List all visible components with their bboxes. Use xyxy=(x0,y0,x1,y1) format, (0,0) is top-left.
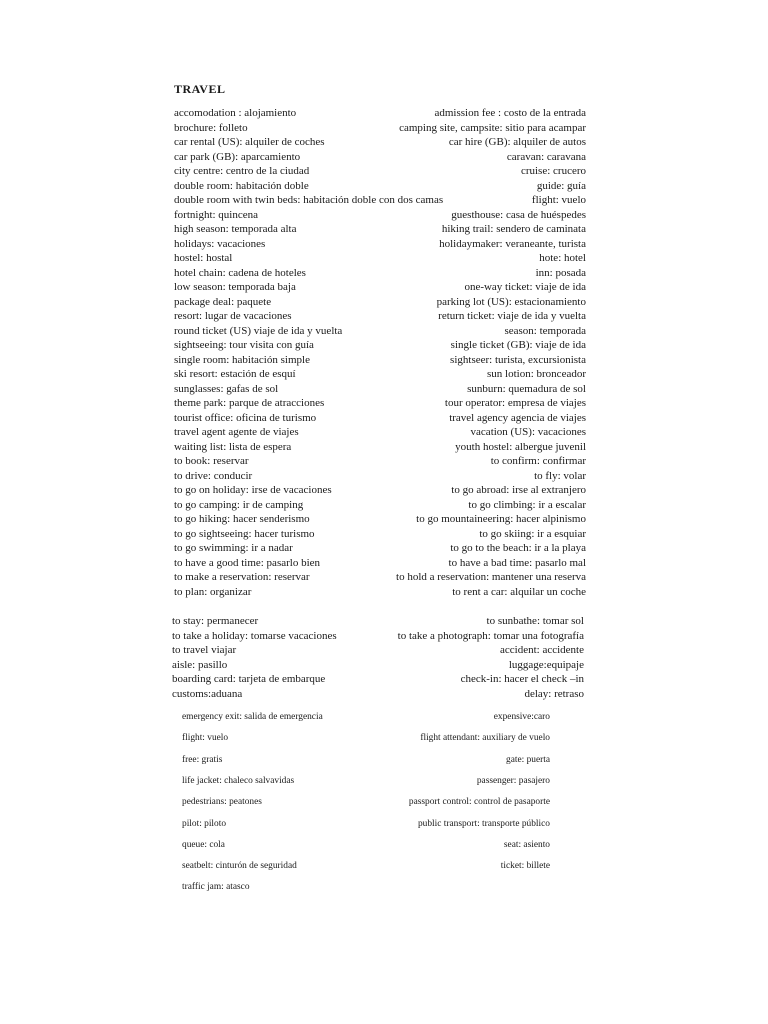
vocabulary-row xyxy=(182,859,580,880)
vocabulary-entry-right: to have a bad time: pasarlo mal xyxy=(448,556,586,569)
vocabulary-entry-left: travel agent agente de viajes xyxy=(174,426,299,438)
vocabulary-row xyxy=(172,672,584,687)
vocabulary-row xyxy=(174,585,586,600)
vocabulary-row xyxy=(174,324,586,339)
vocabulary-row xyxy=(174,179,586,194)
vocabulary-entry-left: double room: habitación doble xyxy=(174,179,309,192)
vocabulary-row xyxy=(174,106,586,121)
vocabulary-entry-left: emergency exit: salida de emergencia xyxy=(182,712,323,722)
vocabulary-entry-right: travel agency agencia de viajes xyxy=(449,411,586,424)
vocabulary-entry-left: to make a reservation: reservar xyxy=(174,571,310,583)
vocabulary-row xyxy=(174,512,586,527)
vocabulary-entry-right: tour operator: empresa de viajes xyxy=(444,397,586,409)
vocabulary-entry-right: expensive:caro xyxy=(493,712,550,722)
vocabulary-entry-left: to go hiking: hacer senderismo xyxy=(174,513,310,525)
vocabulary-entry-right: guide: guía xyxy=(536,179,586,192)
vocabulary-entry-left: theme park: parque de atracciones xyxy=(174,397,325,409)
vocabulary-entry-left: hotel chain: cadena de hoteles xyxy=(174,266,306,279)
vocabulary-row xyxy=(174,251,586,266)
vocabulary-entry-right: to sunbathe: tomar sol xyxy=(486,615,584,627)
vocabulary-entry-right: to fly: volar xyxy=(534,469,586,482)
vocabulary-entry-right: flight: vuelo xyxy=(531,194,586,206)
vocabulary-entry-left: to book: reservar xyxy=(174,455,249,467)
vocabulary-row xyxy=(174,440,586,455)
vocabulary-entry-left: low season: temporada baja xyxy=(174,281,296,293)
vocabulary-entry-right: sunburn: quemadura de sol xyxy=(467,382,586,395)
vocabulary-entry-left: resort: lugar de vacaciones xyxy=(174,310,292,322)
vocabulary-entry-left: holidays: vacaciones xyxy=(174,237,266,250)
vocabulary-entry-right: seat: asiento xyxy=(503,839,550,850)
vocabulary-entry-right: camping site, campsite: sitio para acampar xyxy=(399,121,586,134)
vocabulary-entry-right: ticket: billete xyxy=(500,861,550,872)
vocabulary-row xyxy=(174,295,586,310)
vocabulary-entry-left: round ticket (US) viaje de ida y vuelta xyxy=(174,324,343,337)
vocabulary-row xyxy=(172,643,584,658)
vocabulary-entry-left: to go sightseeing: hacer turismo xyxy=(174,527,315,540)
vocabulary-row xyxy=(174,396,586,411)
vocabulary-entry-left: to drive: conducir xyxy=(174,469,253,482)
vocabulary-row xyxy=(174,425,586,440)
vocabulary-entry-right: to take a photograph: tomar una fotografía xyxy=(397,629,584,642)
vocabulary-entry-right: cruise: crucero xyxy=(520,165,586,177)
vocabulary-entry-left: to go on holiday: irse de vacaciones xyxy=(174,484,332,496)
vocabulary-entry-right: return ticket: viaje de ida y vuelta xyxy=(438,310,586,322)
vocabulary-entry-left: traffic jam: atasco xyxy=(182,882,250,893)
vocabulary-entry-left: single room: habitación simple xyxy=(174,353,310,366)
vocabulary-row xyxy=(182,817,580,838)
vocabulary-entry-right: holidaymaker: veraneante, turista xyxy=(439,237,586,250)
vocabulary-entry-left: free: gratis xyxy=(182,754,223,765)
vocabulary-entry-right: car hire (GB): alquiler de autos xyxy=(448,136,586,148)
vocabulary-entry-left: tourist office: oficina de turismo xyxy=(174,411,317,424)
vocabulary-row xyxy=(182,753,580,774)
vocabulary-entry-right: inn: posada xyxy=(535,266,586,279)
vocabulary-entry-left: hostel: hostal xyxy=(174,252,233,264)
vocabulary-row xyxy=(172,629,584,644)
vocabulary-entry-left: waiting list: lista de espera xyxy=(174,440,292,453)
vocabulary-entry-left: accomodation : alojamiento xyxy=(174,107,297,119)
vocabulary-row xyxy=(182,880,580,901)
vocabulary-row xyxy=(182,731,580,752)
vocabulary-entry-right: vacation (US): vacaciones xyxy=(470,426,586,438)
vocabulary-row xyxy=(172,658,584,673)
vocabulary-entry-left: to take a holiday: tomarse vacaciones xyxy=(172,629,337,642)
vocabulary-entry-left: seatbelt: cinturón de seguridad xyxy=(182,861,297,872)
vocabulary-entry-left: boarding card: tarjeta de embarque xyxy=(172,673,326,685)
vocabulary-entry-right: flight attendant: auxiliary de vuelo xyxy=(420,733,550,744)
vocabulary-row xyxy=(174,338,586,353)
vocabulary-row xyxy=(174,469,586,484)
vocabulary-entry-right: to go mountaineering: hacer alpinismo xyxy=(416,513,586,525)
vocabulary-entry-right: admission fee : costo de la entrada xyxy=(434,107,586,119)
vocabulary-entry-right: public transport: transporte público xyxy=(417,818,550,829)
vocabulary-entry-right: single ticket (GB): viaje de ida xyxy=(450,339,586,351)
vocabulary-entry-left: life jacket: chaleco salvavidas xyxy=(182,775,295,786)
vocabulary-entry-left: to travel viajar xyxy=(172,644,237,656)
vocabulary-row xyxy=(174,382,586,397)
vocabulary-entry-left: customs:aduana xyxy=(172,687,243,700)
vocabulary-entry-left: to stay: permanecer xyxy=(172,615,259,627)
vocabulary-row xyxy=(174,266,586,281)
vocabulary-entry-right: to go skiing: ir a esquiar xyxy=(479,527,586,540)
vocabulary-entry-right: hiking trail: sendero de caminata xyxy=(441,223,586,235)
vocabulary-row xyxy=(174,411,586,426)
vocabulary-entry-left: city centre: centro de la ciudad xyxy=(174,165,310,177)
vocabulary-row xyxy=(174,541,586,556)
vocabulary-row xyxy=(174,208,586,223)
vocabulary-row xyxy=(174,121,586,136)
vocabulary-entry-right: hote: hotel xyxy=(539,252,586,264)
vocabulary-entry-right: to go climbing: ir a escalar xyxy=(468,498,586,511)
vocabulary-entry-left: to go swimming: ir a nadar xyxy=(174,542,293,554)
vocabulary-entry-right: one-way ticket: viaje de ida xyxy=(464,281,586,293)
vocabulary-entry-left: brochure: folleto xyxy=(174,121,248,134)
vocabulary-entry-left: aisle: pasillo xyxy=(172,658,228,671)
vocabulary-entry-left: sunglasses: gafas de sol xyxy=(174,382,279,395)
vocabulary-row xyxy=(182,774,580,795)
vocabulary-entry-right: to rent a car: alquilar un coche xyxy=(452,585,586,598)
vocabulary-row xyxy=(174,135,586,150)
vocabulary-entry-right: youth hostel: albergue juvenil xyxy=(455,440,586,453)
vocabulary-row xyxy=(172,614,584,629)
vocabulary-entry-right: luggage:equipaje xyxy=(508,658,584,671)
vocabulary-row xyxy=(182,710,580,731)
vocabulary-entry-right: passenger: pasajero xyxy=(476,775,550,786)
vocabulary-row xyxy=(174,237,586,252)
vocabulary-row xyxy=(174,498,586,513)
vocabulary-entry-left: double room with twin beds: habitación doble con dos camas xyxy=(174,194,444,206)
vocabulary-row xyxy=(174,454,586,469)
vocabulary-entry-right: to hold a reservation: mantener una reserva xyxy=(396,571,586,583)
vocabulary-row xyxy=(174,309,586,324)
vocabulary-row xyxy=(174,280,586,295)
vocabulary-entry-left: sightseeing: tour visita con guía xyxy=(174,339,314,351)
vocabulary-row xyxy=(174,150,586,165)
vocabulary-row xyxy=(174,164,586,179)
vocabulary-entry-right: passport control: control de pasaporte xyxy=(408,797,550,808)
vocabulary-entry-left: package deal: paquete xyxy=(174,295,272,308)
vocabulary-entry-left: to have a good time: pasarlo bien xyxy=(174,556,321,569)
vocabulary-entry-left: pilot: piloto xyxy=(182,818,227,829)
vocabulary-entry-left: fortnight: quincena xyxy=(174,208,259,221)
vocabulary-row xyxy=(174,193,586,208)
vocabulary-entry-left: flight: vuelo xyxy=(182,733,229,744)
vocabulary-entry-right: guesthouse: casa de huéspedes xyxy=(451,208,586,221)
vocabulary-entry-right: to confirm: confirmar xyxy=(490,455,586,467)
vocabulary-entry-left: car park (GB): aparcamiento xyxy=(174,150,301,163)
vocabulary-row xyxy=(182,795,580,816)
vocabulary-entry-left: high season: temporada alta xyxy=(174,223,297,235)
vocabulary-entry-right: accident: accidente xyxy=(500,644,584,656)
vocabulary-entry-right: sun lotion: bronceador xyxy=(487,368,586,380)
vocabulary-row xyxy=(174,483,586,498)
vocabulary-row xyxy=(182,838,580,859)
vocabulary-entry-right: delay: retraso xyxy=(524,687,584,700)
vocabulary-entry-right: to go abroad: irse al extranjero xyxy=(451,484,586,496)
vocabulary-entry-left: ski resort: estación de esquí xyxy=(174,368,296,380)
document-title: TRAVEL xyxy=(174,82,226,96)
vocabulary-entry-right: caravan: caravana xyxy=(506,150,586,163)
vocabulary-row xyxy=(174,353,586,368)
vocabulary-row xyxy=(172,687,584,702)
vocabulary-entry-left: to plan: organizar xyxy=(174,585,252,598)
vocabulary-entry-right: gate: puerta xyxy=(506,754,550,765)
vocabulary-entry-left: to go camping: ir de camping xyxy=(174,498,304,511)
vocabulary-row xyxy=(174,222,586,237)
vocabulary-entry-right: season: temporada xyxy=(504,324,586,337)
vocabulary-row xyxy=(174,570,586,585)
vocabulary-entry-left: queue: cola xyxy=(182,839,225,850)
vocabulary-entry-right: sightseer: turista, excursionista xyxy=(450,353,586,366)
vocabulary-row xyxy=(174,527,586,542)
vocabulary-entry-left: pedestrians: peatones xyxy=(182,797,262,808)
vocabulary-entry-right: parking lot (US): estacionamiento xyxy=(436,295,586,308)
vocabulary-row xyxy=(174,556,586,571)
vocabulary-entry-left: car rental (US): alquiler de coches xyxy=(174,136,325,148)
vocabulary-entry-right: check-in: hacer el check –in xyxy=(460,673,584,685)
vocabulary-entry-right: to go to the beach: ir a la playa xyxy=(450,542,586,554)
vocabulary-row xyxy=(174,367,586,382)
